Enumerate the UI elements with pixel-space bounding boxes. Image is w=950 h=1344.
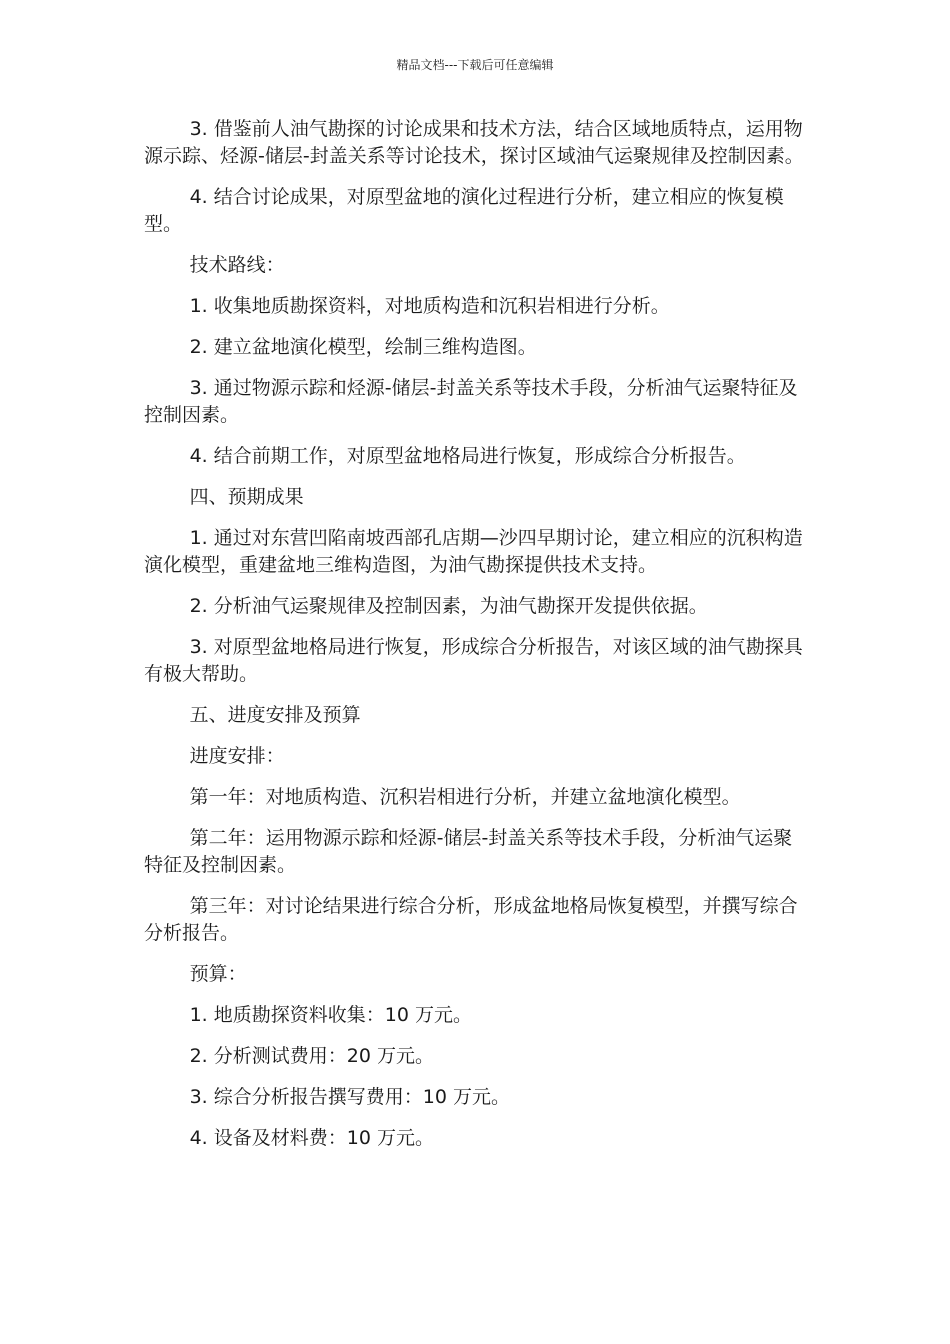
document-body <box>144 116 808 1166</box>
paragraph: 第二年：运用物源示踪和烃源-储层-封盖关系等技术手段，分析油气运聚特征及控制因素。 <box>144 827 793 876</box>
section-label: 技术路线： <box>189 254 285 276</box>
paragraph: 1. 通过对东营凹陷南坡西部孔店期—沙四早期讨论，建立相应的沉积构造演化模型，重建盆地三维构造图，为油气勘探提供技术支持。 <box>144 527 803 576</box>
section-heading: 四、预期成果 <box>189 486 304 508</box>
paragraph: 4. 结合前期工作，对原型盆地格局进行恢复，形成综合分析报告。 <box>189 445 746 467</box>
paragraph: 3. 借鉴前人油气勘探的讨论成果和技术方法，结合区域地质特点，运用物源示踪、烃源-储层-封盖关系等讨论技术，探讨区域油气运聚规律及控制因素。 <box>144 118 804 167</box>
budget-item: 1. 地质勘探资料收集：10 万元。 <box>189 1004 472 1026</box>
section-heading: 五、进度安排及预算 <box>189 704 361 726</box>
page-header: 精品文档---下载后可任意编辑 <box>396 58 554 72</box>
paragraph: 1. 收集地质勘探资料，对地质构造和沉积岩相进行分析。 <box>189 295 670 317</box>
section-label: 进度安排： <box>189 745 285 767</box>
paragraph: 第三年：对讨论结果进行综合分析，形成盆地格局恢复模型，并撰写综合分析报告。 <box>144 895 798 944</box>
paragraph: 3. 通过物源示踪和烃源-储层-封盖关系等技术手段，分析油气运聚特征及控制因素。 <box>144 377 798 426</box>
paragraph: 2. 分析油气运聚规律及控制因素，为油气勘探开发提供依据。 <box>189 595 708 617</box>
budget-item: 2. 分析测试费用：20 万元。 <box>189 1045 434 1067</box>
paragraph: 3. 对原型盆地格局进行恢复，形成综合分析报告，对该区域的油气勘探具有极大帮助。 <box>144 636 803 685</box>
budget-item: 3. 综合分析报告撰写费用：10 万元。 <box>189 1086 510 1108</box>
paragraph: 第一年：对地质构造、沉积岩相进行分析，并建立盆地演化模型。 <box>189 786 741 808</box>
section-label: 预算： <box>189 963 247 985</box>
budget-item: 4. 设备及材料费：10 万元。 <box>189 1127 434 1149</box>
paragraph: 4. 结合讨论成果，对原型盆地的演化过程进行分析，建立相应的恢复模型。 <box>144 186 784 235</box>
paragraph: 2. 建立盆地演化模型，绘制三维构造图。 <box>189 336 537 358</box>
